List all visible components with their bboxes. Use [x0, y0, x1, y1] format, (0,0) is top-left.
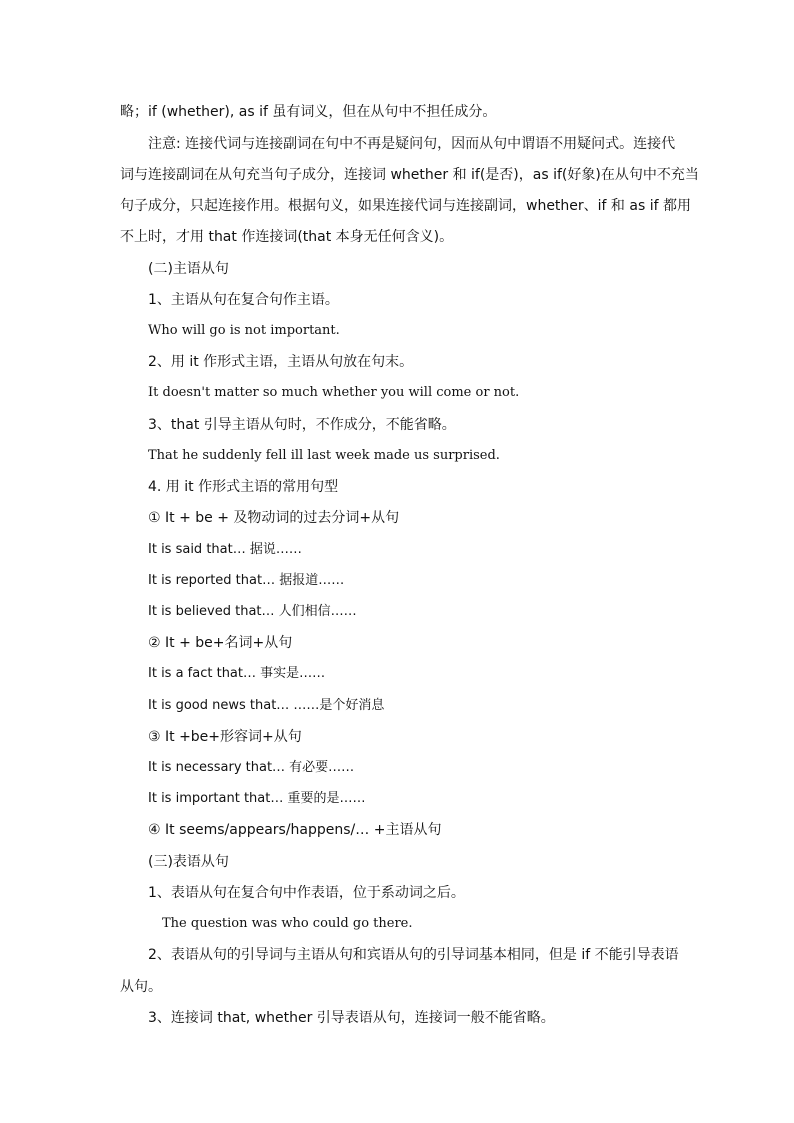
pattern-1-example-3: It is believed that… 人们相信…… [148, 604, 357, 619]
rule-1: 1、主语从句在复合句作主语。 [148, 292, 339, 308]
text-line-1: 略；if (whether), as if 虽有词义，但在从句中不担任成分。 [120, 104, 497, 120]
rule-3: 3、that 引导主语从句时，不作成分，不能省略。 [148, 417, 456, 433]
rule-4: 4. 用 it 作形式主语的常用句型 [148, 479, 339, 495]
pattern-3: ③ It +be+形容词+从句 [148, 729, 302, 745]
pattern-2-example-1: It is a fact that… 事实是…… [148, 666, 326, 681]
pattern-3-example-2: It is important that… 重要的是…… [148, 791, 366, 806]
predicative-rule-3: 3、连接词 that, whether 引导表语从句，连接词一般不能省略。 [148, 1010, 555, 1026]
note-paragraph-line-4: 不上时，才用 that 作连接词(that 本身无任何含义)。 [120, 229, 454, 245]
example-2: It doesn't matter so much whether you will come or not. [148, 385, 520, 400]
pattern-4: ④ It seems/appears/happens/… +主语从句 [148, 822, 442, 838]
section-heading-subject-clause: (二)主语从句 [148, 261, 229, 277]
predicative-example-1: The question was who could go there. [162, 916, 413, 931]
example-3: That he suddenly fell ill last week made us surprised. [148, 448, 500, 463]
pattern-2-example-2: It is good news that… ……是个好消息 [148, 698, 385, 713]
pattern-2: ② It + be+名词+从句 [148, 635, 293, 651]
predicative-rule-2-line-2: 从句。 [120, 979, 162, 995]
predicative-rule-2-line-1: 2、表语从句的引导词与主语从句和宾语从句的引导词基本相同，但是 if 不能引导表语 [148, 947, 679, 963]
pattern-3-example-1: It is necessary that… 有必要…… [148, 760, 355, 775]
example-1: Who will go is not important. [148, 323, 340, 338]
note-paragraph-line-2: 词与连接副词在从句充当句子成分，连接词 whether 和 if(是否)，as if(好象)在从句中不充当 [120, 167, 699, 183]
rule-2: 2、用 it 作形式主语，主语从句放在句末。 [148, 354, 414, 370]
pattern-1: ① It + be + 及物动词的过去分词+从句 [148, 510, 400, 526]
pattern-1-example-1: It is said that… 据说…… [148, 542, 302, 557]
predicative-rule-1: 1、表语从句在复合句中作表语，位于系动词之后。 [148, 885, 465, 901]
pattern-1-example-2: It is reported that… 据报道…… [148, 573, 345, 588]
note-paragraph-line-1: 注意: 连接代词与连接副词在句中不再是疑问句，因而从句中谓语不用疑问式。连接代 [148, 136, 676, 152]
note-paragraph-line-3: 句子成分，只起连接作用。根据句义，如果连接代词与连接副词，whether、if 和 as if 都用 [120, 198, 691, 214]
section-heading-predicative-clause: (三)表语从句 [148, 854, 229, 870]
